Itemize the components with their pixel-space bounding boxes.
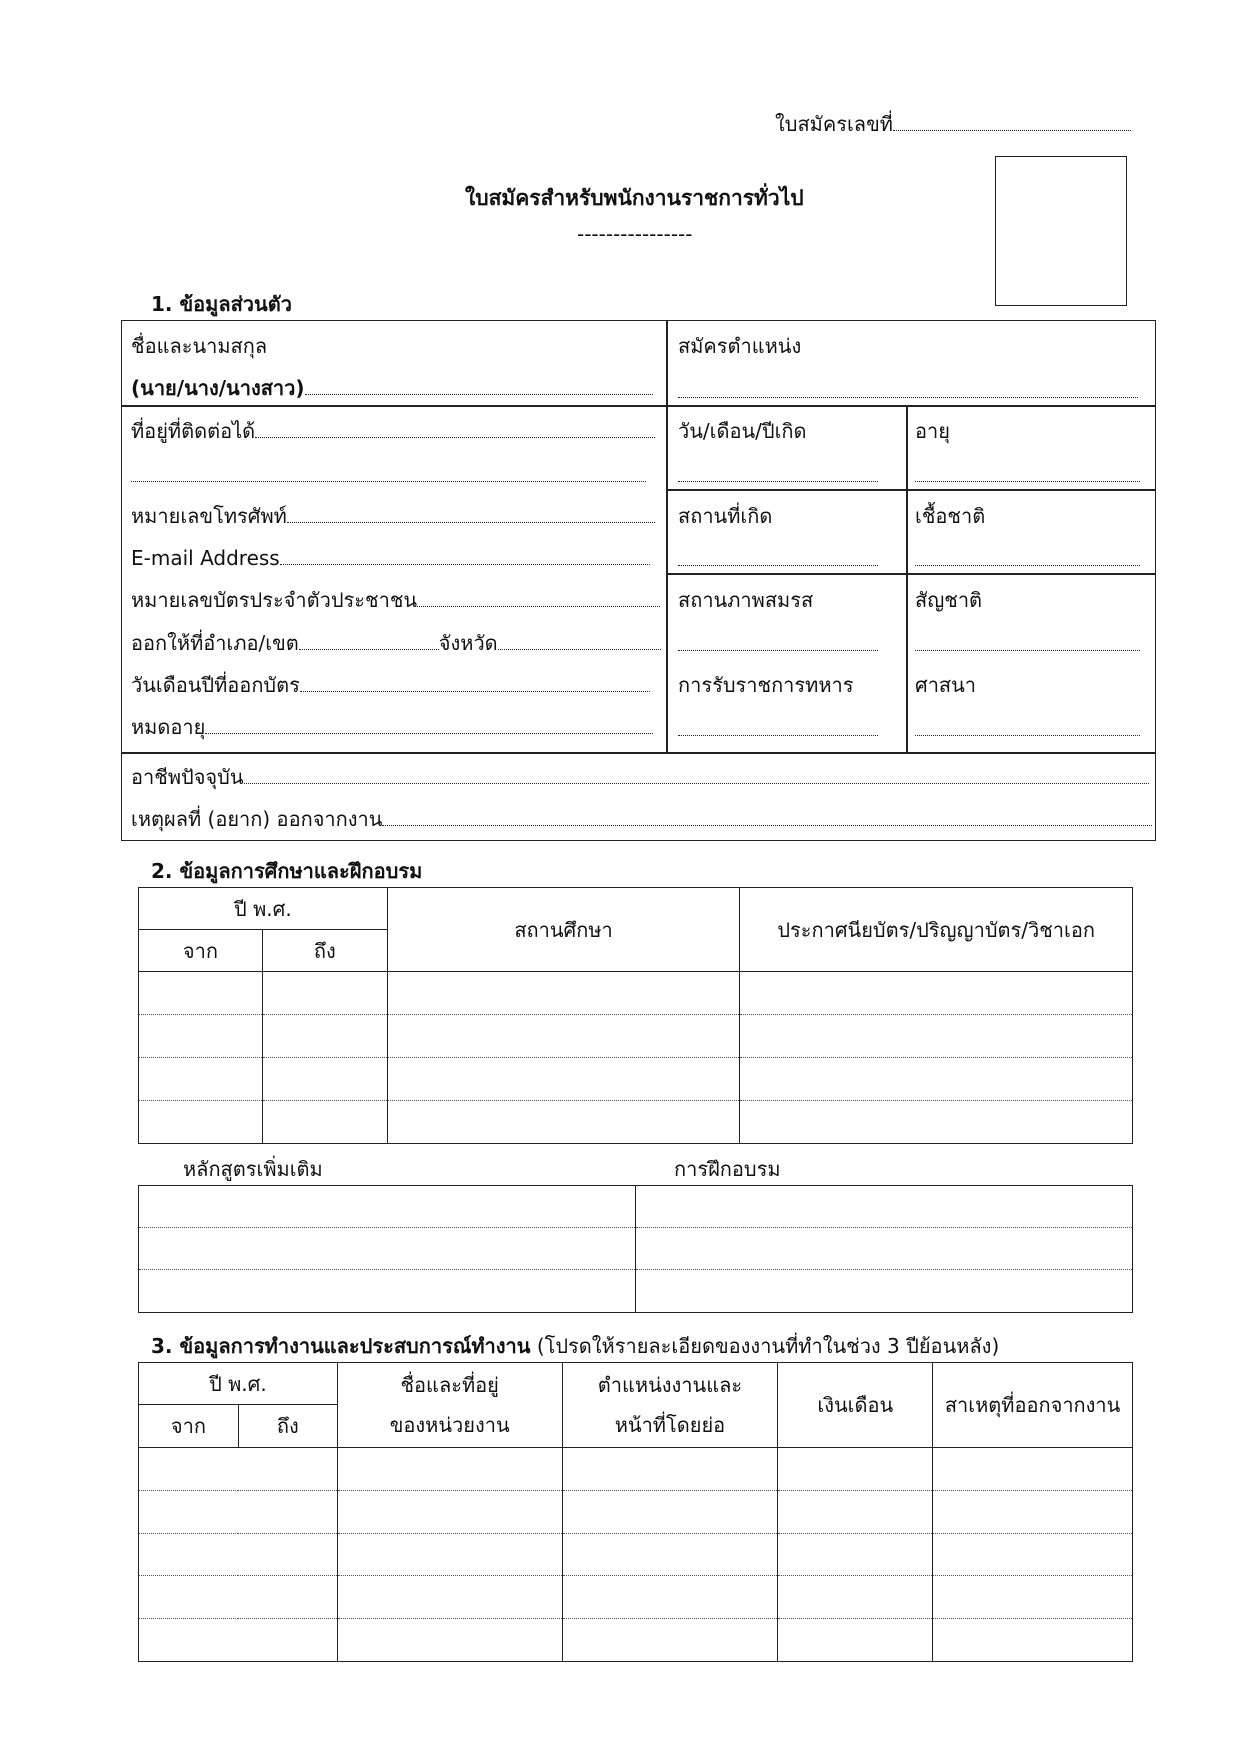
work-to-header: ถึง [238, 1405, 337, 1448]
work-role-header: ตำแหน่งงานและ หน้าที่โดยย่อ [562, 1363, 778, 1448]
title-underline: ---------------- [577, 222, 693, 246]
work-table [138, 1362, 1133, 1662]
position-label: สมัครตำแหน่ง [678, 334, 802, 358]
race-label: เชื้อชาติ [915, 504, 986, 528]
edu-year-header: ปี พ.ศ. [139, 888, 388, 930]
extra-course-label: หลักสูตรเพิ่มเติม [183, 1157, 323, 1181]
title-options[interactable]: (นาย/นาง/นางสาว) [131, 376, 653, 400]
edu-from-header: จาก [139, 930, 263, 972]
issued-district-field[interactable]: ออกให้ที่อำเภอ/เขต จังหวัด [131, 631, 661, 655]
phone-field[interactable]: หมายเลขโทรศัพท์ [131, 504, 655, 528]
table-row[interactable] [139, 1491, 1133, 1534]
table-row[interactable] [139, 1270, 1133, 1313]
marital-field[interactable] [678, 650, 878, 651]
work-year-header: ปี พ.ศ. [139, 1363, 338, 1405]
email-field[interactable]: E-mail Address [131, 546, 650, 570]
nationality-label: สัญชาติ [915, 588, 983, 612]
birthplace-label: สถานที่เกิด [678, 504, 773, 528]
table-row[interactable] [139, 1058, 1133, 1101]
table-row[interactable] [139, 1576, 1133, 1619]
section1-heading: 1. ข้อมูลส่วนตัว [151, 292, 292, 316]
expiry-field[interactable]: หมดอายุ [131, 715, 653, 739]
table-row[interactable] [139, 1448, 1133, 1491]
table-row[interactable] [139, 1186, 1133, 1228]
table-row[interactable] [139, 972, 1133, 1015]
education-table [138, 887, 1133, 1144]
training-table [138, 1185, 1133, 1313]
race-field[interactable] [915, 565, 1140, 566]
section3-note: (โปรดให้รายละเอียดของงานที่ทำในช่วง 3 ปีย้อนหลัง) [536, 1334, 1000, 1358]
edu-degree-header: ประกาศนียบัตร/ปริญญาบัตร/วิชาเอก [740, 888, 1133, 972]
page-title: ใบสมัครสำหรับพนักงานราชการทั่วไป [465, 186, 804, 210]
name-label: ชื่อและนามสกุล [131, 334, 268, 358]
birthdate-field[interactable] [678, 481, 878, 482]
training-label: การฝึกอบรม [674, 1157, 781, 1181]
marital-label: สถานภาพสมรส [678, 588, 814, 612]
province-label: จังหวัด [438, 631, 498, 655]
table-row[interactable] [139, 1101, 1133, 1144]
religion-label: ศาสนา [915, 673, 977, 697]
birthplace-field[interactable] [678, 565, 878, 566]
leave-reason-field[interactable]: เหตุผลที่ (อยาก) ออกจากงาน [131, 807, 1152, 831]
edu-institution-header: สถานศึกษา [387, 888, 740, 972]
birthdate-label: วัน/เดือน/ปีเกิด [678, 419, 807, 443]
age-label: อายุ [915, 419, 950, 443]
id-card-field[interactable]: หมายเลขบัตรประจำตัวประชาชน [131, 588, 660, 612]
application-number[interactable] [775, 112, 1131, 136]
position-field[interactable] [678, 397, 1138, 398]
address-field-line2[interactable] [131, 481, 646, 482]
age-field[interactable] [915, 481, 1140, 482]
section2-heading: 2. ข้อมูลการศึกษาและฝึกอบรม [151, 859, 423, 883]
occupation-field[interactable]: อาชีพปัจจุบัน [131, 765, 1149, 789]
work-from-header: จาก [139, 1405, 239, 1448]
work-org-header: ชื่อและที่อยู่ ของหน่วยงาน [337, 1363, 562, 1448]
edu-to-header: ถึง [262, 930, 387, 972]
application-number-label: ใบสมัครเลขที่ [775, 112, 893, 136]
address-field[interactable]: ที่อยู่ที่ติดต่อได้ [131, 419, 655, 443]
issue-date-field[interactable]: วันเดือนปีที่ออกบัตร [131, 673, 650, 697]
work-salary-header: เงินเดือน [778, 1363, 933, 1448]
table-row[interactable] [139, 1015, 1133, 1058]
nationality-field[interactable] [915, 650, 1140, 651]
religion-field[interactable] [915, 735, 1140, 736]
work-reason-header: สาเหตุที่ออกจากงาน [933, 1363, 1133, 1448]
table-row[interactable] [139, 1228, 1133, 1270]
table-row[interactable] [139, 1534, 1133, 1576]
military-label: การรับราชการทหาร [678, 673, 854, 697]
military-field[interactable] [678, 735, 878, 736]
photo-box[interactable] [995, 156, 1127, 306]
table-row[interactable] [139, 1619, 1133, 1662]
section3-heading: 3. ข้อมูลการทำงานและประสบการณ์ทำงาน (โปรดให้รายละเอียดของงานที่ทำในช่วง 3 ปีย้อนหลัง) [151, 1334, 1000, 1358]
